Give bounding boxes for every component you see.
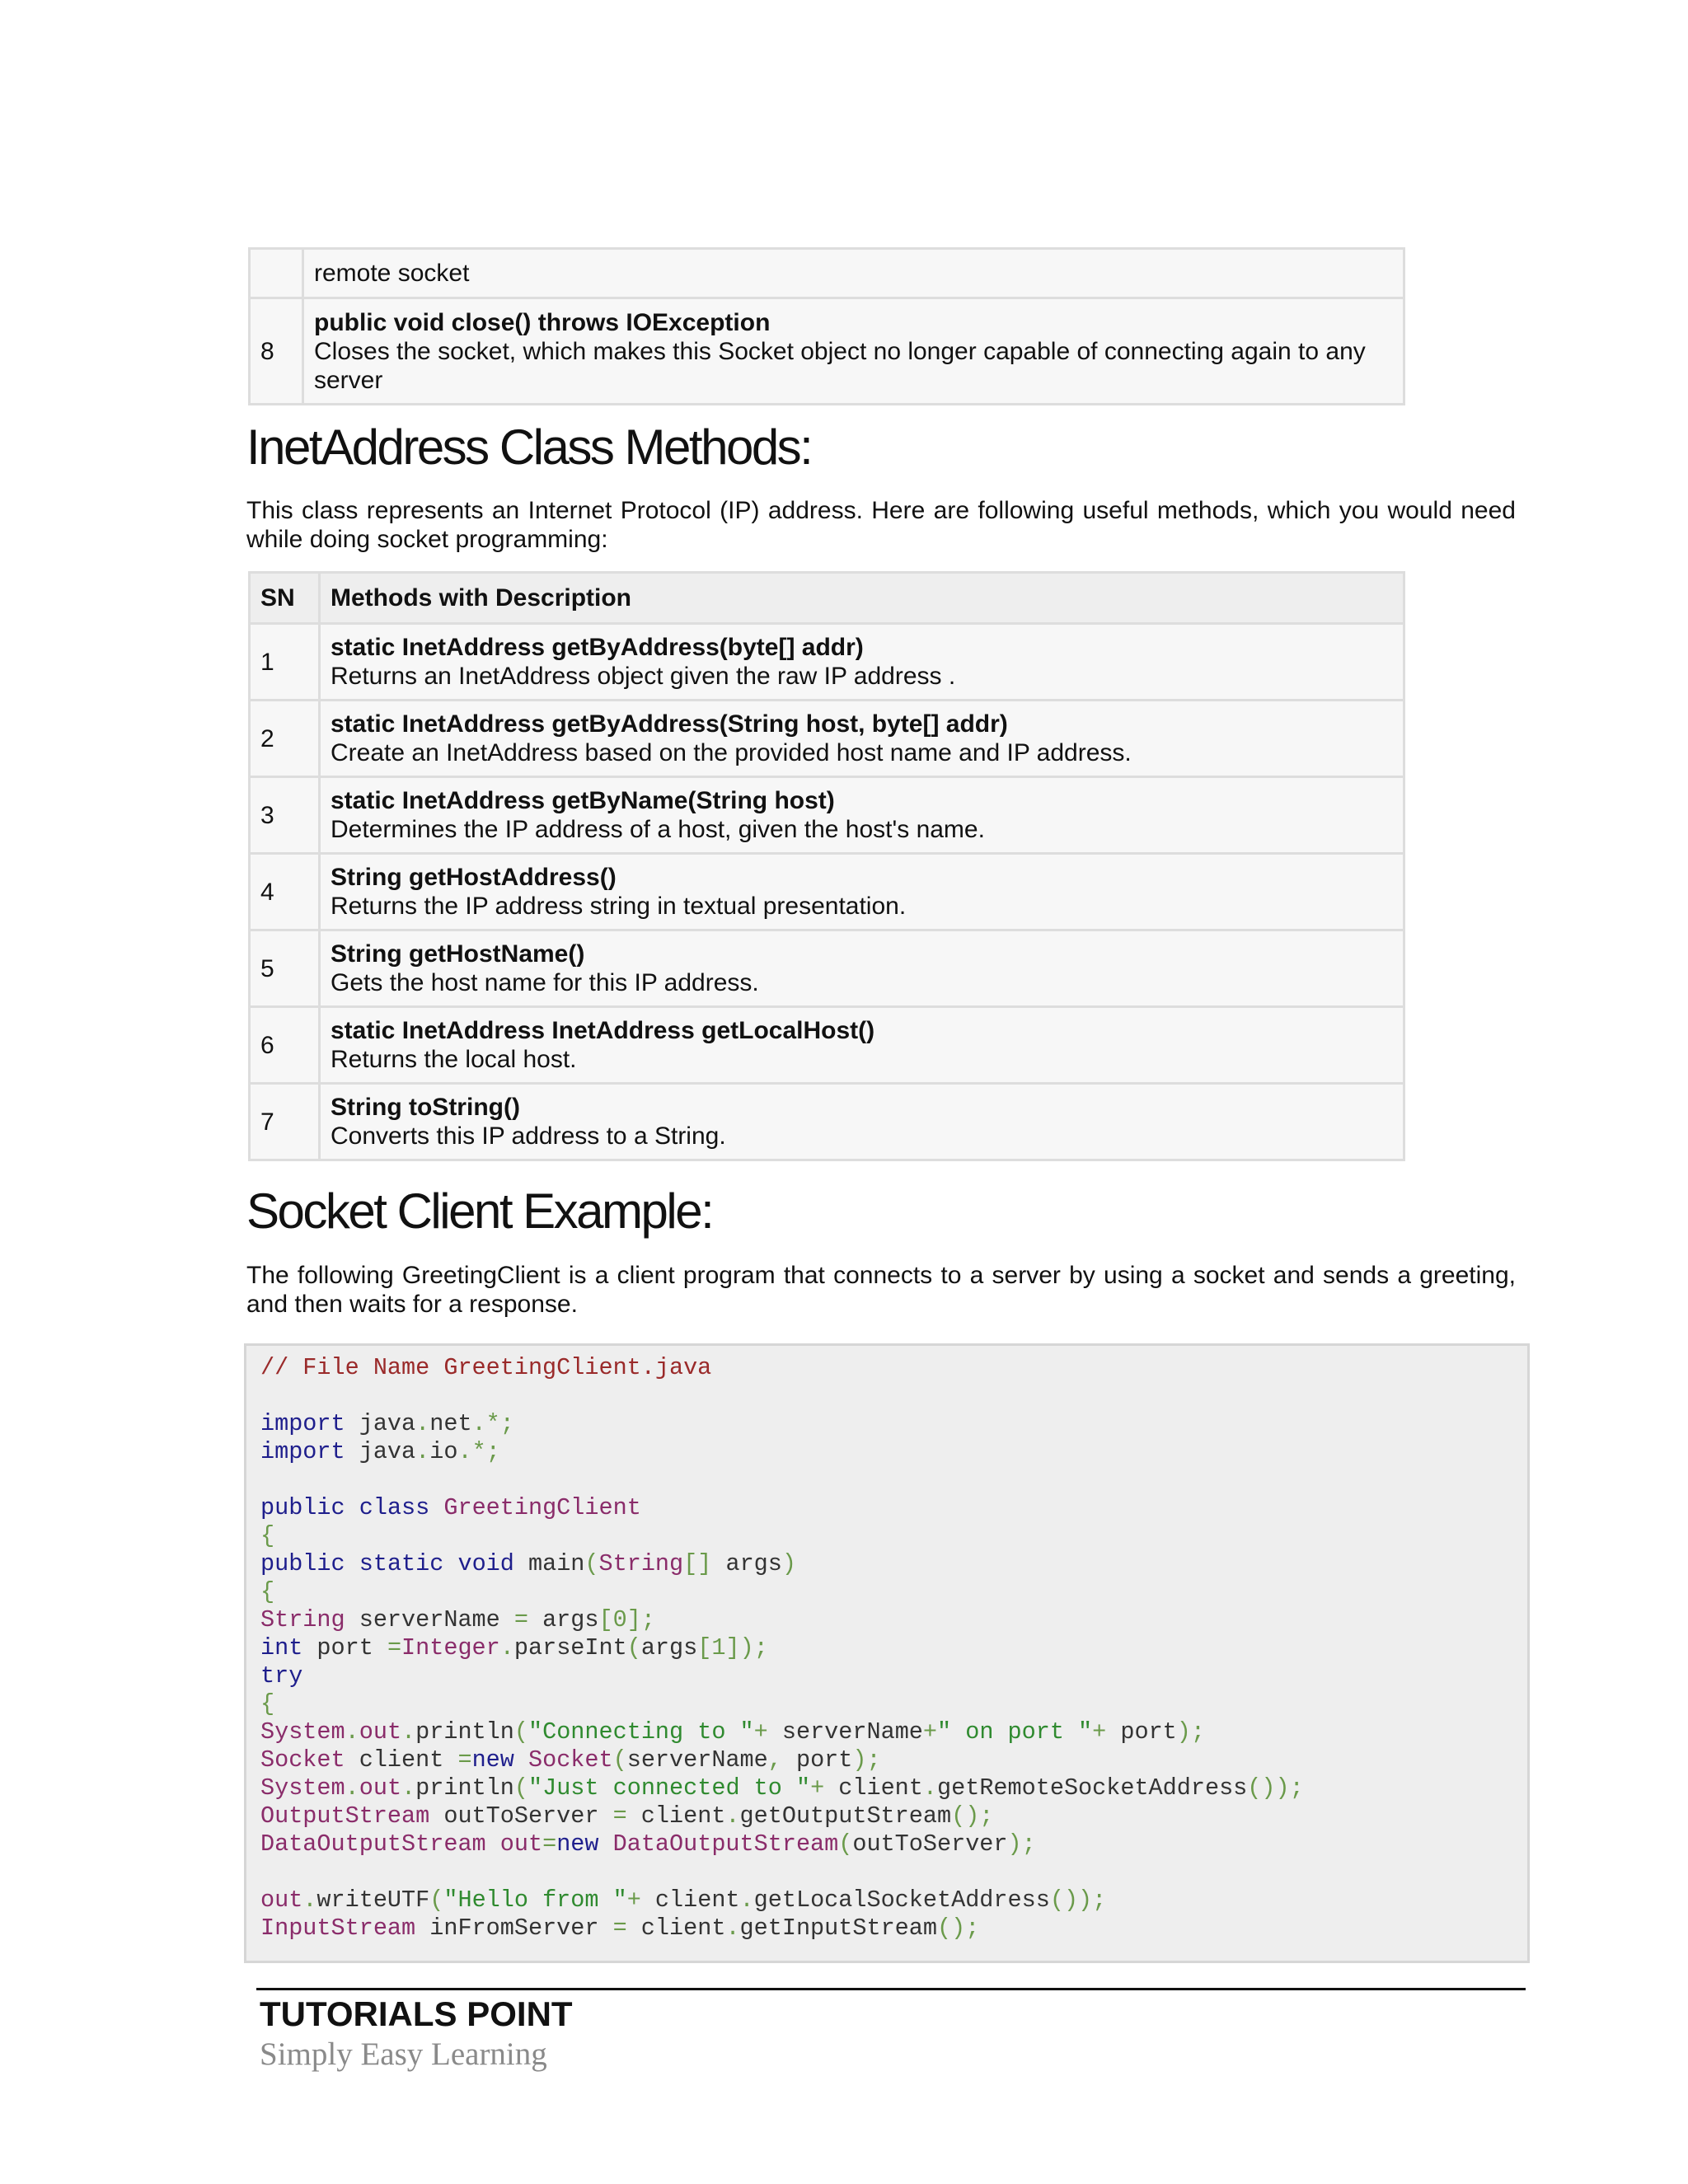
description-cell: [320, 1084, 1404, 1160]
footer-divider: [256, 1988, 1526, 1990]
table-row: [250, 701, 1404, 777]
code-line: {: [260, 1522, 275, 1549]
method-signature: static InetAddress getByAddress(String host, byte[] addr): [331, 710, 1008, 738]
method-description: Create an InetAddress based on the provided host name and IP address.: [331, 739, 1132, 766]
code-line: String serverName = args[0];: [260, 1606, 655, 1633]
header-description: Methods with Description: [320, 573, 1404, 624]
code-line: System.out.println("Connecting to "+ serverName+" on port "+ port);: [260, 1718, 1205, 1746]
socket-methods-table-continued: [248, 247, 1405, 405]
section-heading-inetaddress: InetAddress Class Methods:: [246, 419, 812, 475]
code-line: Socket client =new Socket(serverName, port);: [260, 1746, 881, 1774]
table-row: [250, 1007, 1404, 1084]
code-line: public static void main(String[] args): [260, 1550, 796, 1577]
code-line: // File Name GreetingClient.java: [260, 1354, 712, 1381]
method-signature: static InetAddress InetAddress getLocalHost(): [331, 1017, 875, 1044]
sn-cell: 5: [250, 930, 320, 1007]
sn-cell: 2: [250, 701, 320, 777]
code-line: int port =Integer.parseInt(args[1]);: [260, 1634, 768, 1661]
method-signature: String toString(): [331, 1094, 520, 1121]
table-row: [250, 249, 1404, 298]
code-line: OutputStream outToServer = client.getOutputStream();: [260, 1802, 994, 1830]
sn-cell: 8: [250, 298, 303, 405]
code-line: InputStream inFromServer = client.getInputStream();: [260, 1915, 980, 1942]
code-line: [260, 1382, 1527, 1410]
method-description: Returns the local host.: [331, 1046, 577, 1073]
code-line: public class GreetingClient: [260, 1494, 641, 1521]
method-description: Closes the socket, which makes this Socket object no longer capable of connecting again to any server: [314, 337, 1366, 394]
table-header-row: [250, 573, 1404, 624]
description-cell: [320, 701, 1404, 777]
method-signature: static InetAddress getByAddress(byte[] addr): [331, 634, 864, 661]
sn-cell: 1: [250, 624, 320, 701]
method-description: remote socket: [314, 260, 470, 287]
code-line: import java.io.*;: [260, 1438, 500, 1465]
table-row: [250, 854, 1404, 930]
table-row: [250, 777, 1404, 854]
description-cell: [320, 930, 1404, 1007]
code-line: DataOutputStream out=new DataOutputStream(outToServer);: [260, 1830, 1036, 1858]
method-description: Returns the IP address string in textual presentation.: [331, 893, 907, 920]
sn-cell: 3: [250, 777, 320, 854]
code-line: [260, 1858, 1527, 1886]
footer-brand-tagline: Simply Easy Learning: [260, 2036, 547, 2072]
method-signature: public void close() throws IOException: [314, 308, 771, 336]
code-line: {: [260, 1690, 275, 1718]
sn-cell: 4: [250, 854, 320, 930]
method-signature: String getHostName(): [331, 940, 585, 968]
table-row: [250, 1084, 1404, 1160]
method-signature: static InetAddress getByName(String host): [331, 787, 835, 814]
method-description: Returns an InetAddress object given the raw IP address .: [331, 663, 956, 690]
code-line: import java.net.*;: [260, 1410, 514, 1437]
method-description: Gets the host name for this IP address.: [331, 969, 759, 996]
code-line: [260, 1466, 1527, 1494]
method-description: Determines the IP address of a host, given the host's name.: [331, 816, 985, 843]
table-row: [250, 624, 1404, 701]
section-intro-client-example: The following GreetingClient is a client program that connects to a server by using a socket and sends a greeting, and then waits for a response.: [246, 1262, 1516, 1318]
code-line: try: [260, 1662, 303, 1690]
description-cell: [303, 249, 1404, 298]
inetaddress-methods-table: [248, 571, 1405, 1161]
header-sn: SN: [250, 573, 320, 624]
section-heading-client-example: Socket Client Example:: [246, 1183, 713, 1239]
section-intro-inetaddress: This class represents an Internet Protocol (IP) address. Here are following useful methods, which you would need while doing socket programming:: [246, 497, 1516, 553]
code-line: {: [260, 1578, 275, 1605]
description-cell: [320, 854, 1404, 930]
description-cell: [303, 298, 1404, 405]
code-block: [244, 1343, 1530, 1963]
description-cell: [320, 624, 1404, 701]
sn-cell: [250, 249, 303, 298]
description-cell: [320, 1007, 1404, 1084]
method-description: Converts this IP address to a String.: [331, 1122, 726, 1150]
sn-cell: 7: [250, 1084, 320, 1160]
footer-brand-title: TUTORIALS POINT: [260, 1994, 573, 2033]
method-signature: String getHostAddress(): [331, 864, 617, 891]
code-line: System.out.println("Just connected to "+ client.getRemoteSocketAddress());: [260, 1774, 1304, 1802]
code-line: out.writeUTF("Hello from "+ client.getLocalSocketAddress());: [260, 1886, 1107, 1914]
description-cell: [320, 777, 1404, 854]
table-row: [250, 930, 1404, 1007]
sn-cell: 6: [250, 1007, 320, 1084]
table-row: [250, 298, 1404, 405]
